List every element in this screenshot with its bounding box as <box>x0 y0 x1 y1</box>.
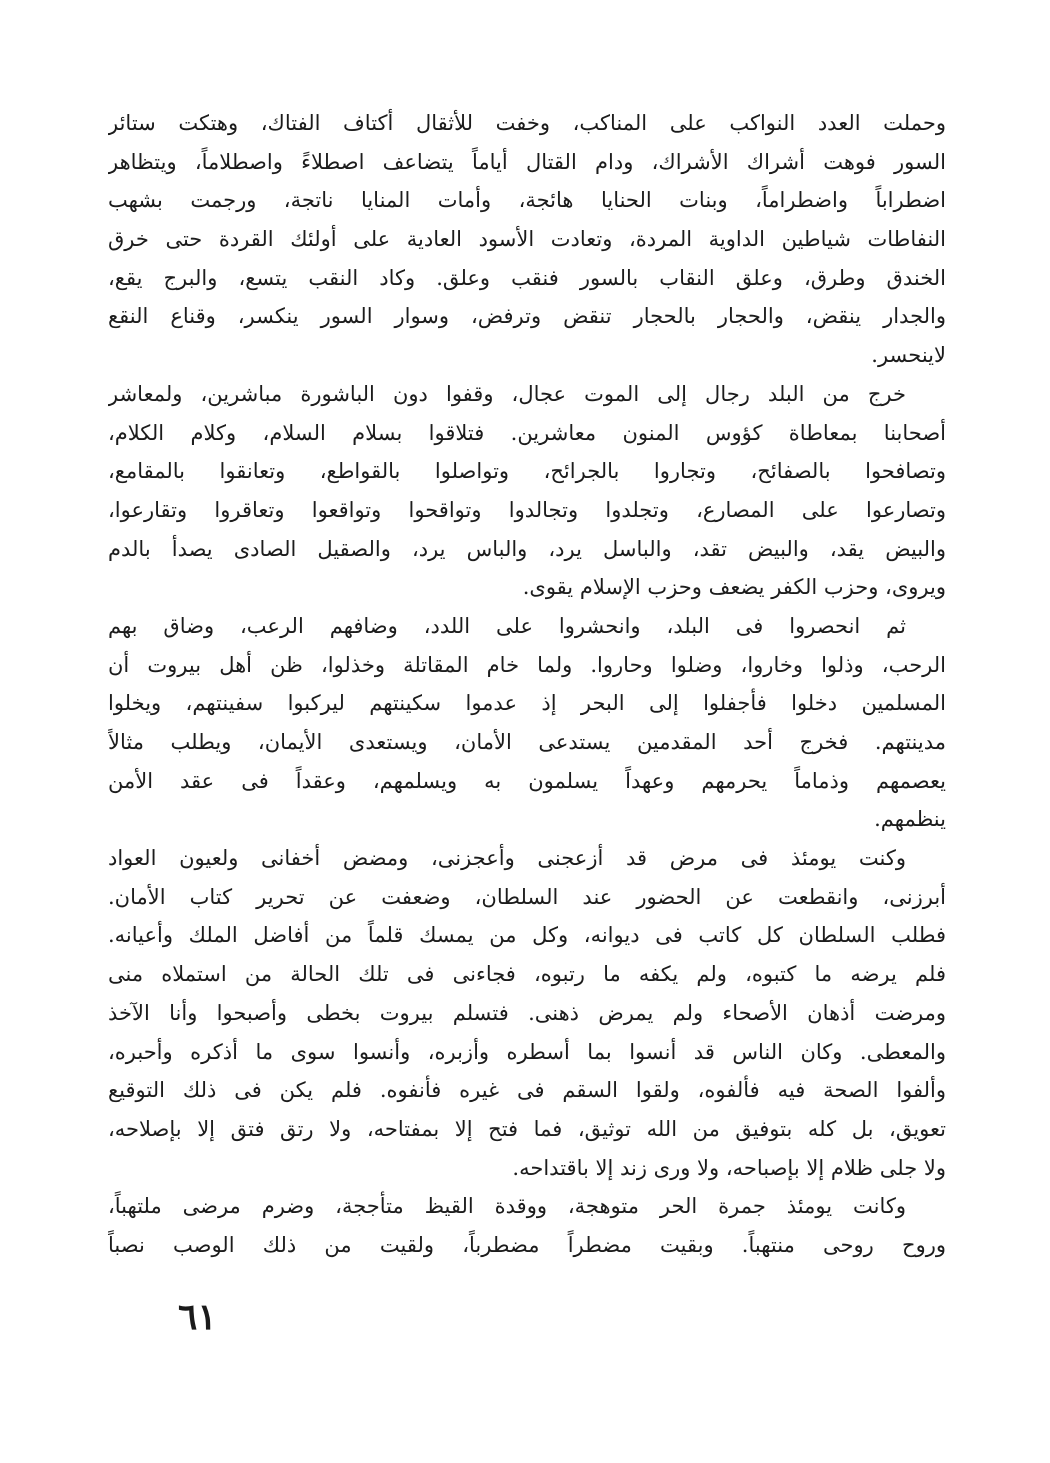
text-line: ومرضت أذهان الأصحاء ولم يمرض ذهنى. فتسلم بيروت بخطى وأصبحوا وأنا الآخذ <box>108 1000 946 1025</box>
text-line: وروح روحى منتهباً. وبقيت مضطراً مضطرباً، ولقيت من ذلك الوصب نصباً <box>108 1232 946 1257</box>
text-line: تعويق، بل كله بتوفيق من الله توثيق، فما فتح إلا بمفتاحه، ولا رتق فتق إلا بإصلاحه، <box>108 1116 946 1141</box>
text-line: يعصمهم وذماماً يحرمهم وعهداً يسلمون به ويسلمهم، وعقداً فى عقد الأمن <box>108 768 946 793</box>
text-line: وكانت يومئذ جمرة الحر متوهجة، ووقدة القيظ متأججة، وضرم مرضى ملتهباً، <box>108 1194 906 1219</box>
paragraph <box>108 1187 946 1264</box>
text-line: فطلب السلطان كل كاتب فى ديوانه، وكل من يمسك قلماً من أفاضل الملك وأعيانه. <box>108 923 946 948</box>
paragraph <box>108 375 946 607</box>
text-line: ثم انحصروا فى البلد، وانحشروا على اللدد، وضافهم الرعب، وضاق بهم <box>108 613 906 638</box>
text-line: ولا جلى ظلام إلا بإصباحه، ولا ورى زند إلا باقتداحه. <box>512 1155 946 1180</box>
text-line: مدينتهم. فخرج أحد المقدمين يستدعى الأمان، ويستعدى الأيمان، ويطلب مثالاً <box>108 730 946 754</box>
text-line: والمعطى. وكان الناس قد أنسوا بما أسطره وأزبره، وأنسوا سوى ما أذكره وأحبره، <box>108 1039 946 1064</box>
text-line: فلم يرضه ما كتبوه، ولم يكفه ما رتبوه، فجاءنى فى تلك الحالة من استملاه منى <box>108 962 946 987</box>
text-line: وتصارعوا على المصارع، وتجلدوا وتجالدوا وتواقحوا وتواقعوا وتعاقروا وتقارعوا، <box>108 497 946 522</box>
text-line: وألفوا الصحة فيه فألفوه، ولقوا السقم فى غيره فأنفوه. فلم يكن فى ذلك التوقيع <box>108 1078 946 1103</box>
text-line: الرحب، وذلوا وخاروا، وضلوا وحاروا. ولما خام المقاتلة وخذلوا، ظن أهل بيروت أن <box>108 652 946 677</box>
text-line: المسلمين دخلوا فأجفلوا إلى البحر إذ عدموا سكينتهم ليركبوا سفينتهم، ويخلوا <box>108 691 946 716</box>
text-line: وحملت العدد النواكب على المناكب، وخفت للأثقال أكتاف الفتاك، وهتكت ستائر <box>108 111 946 135</box>
text-line: أبرزنى، وانقطعت عن الحضور عند السلطان، وضعفت عن تحرير كتاب الأمان. <box>108 884 946 909</box>
text-line: ينظمهم. <box>874 807 946 832</box>
text-line: والبيض يقد، والبيض تقد، والباسل يرد، والباس يرد، والصقيل الصادى يصدأ بالدم <box>108 536 946 561</box>
body-text <box>108 104 946 1265</box>
page-number: ٦١ <box>178 1296 217 1338</box>
paragraph <box>108 607 946 839</box>
text-line: وكنت يومئذ فى مرض قد أزعجنى وأعجزنى، ومضض أخفانى ولعيون العواد <box>108 846 906 871</box>
text-line: والجدار ينقض، والحجار بالحجار تنقض وترفض، وسوار السور ينكسر، وقناع النقع <box>108 304 946 329</box>
text-line: وتصافحوا بالصفائح، وتجاروا بالجرائح، وتواصلوا بالقواطع، وتعانقوا بالمقامع، <box>108 459 946 484</box>
text-line: خرج من البلد رجال إلى الموت عجال، وقفوا دون الباشورة مباشرين، ولمعاشر <box>108 381 906 406</box>
paragraph <box>108 839 946 1187</box>
text-line: النفاطات شياطين الداوية المردة، وتعادت الأسود العادية على أولئك القردة حتى خرق <box>108 227 946 252</box>
text-line: الخندق وطرق، وعلق النقاب بالسور فنقب وعلق. وكاد النقب يتسع، والبرج يقع، <box>108 265 946 290</box>
text-line: السور فوهت أشراك الأشراك، ودام القتال أياماً يتضاعف اصطلاءً واصطلاماً، ويتظاهر <box>108 149 946 174</box>
text-line: ويروى، وحزب الكفر يضعف وحزب الإسلام يقوى. <box>522 575 946 600</box>
text-line: اضطراباً واضطراماً، وبنات الحنايا هائجة، وأمات المنايا ناتجة، ورجمت بشهب <box>108 188 946 213</box>
text-line: لاينحسر. <box>871 343 946 368</box>
text-line: أصحابنا بمعاطاة كؤوس المنون معاشرين. فتلاقوا بسلام السلام، وكلام الكلام، <box>108 420 946 445</box>
paragraph <box>108 104 946 375</box>
